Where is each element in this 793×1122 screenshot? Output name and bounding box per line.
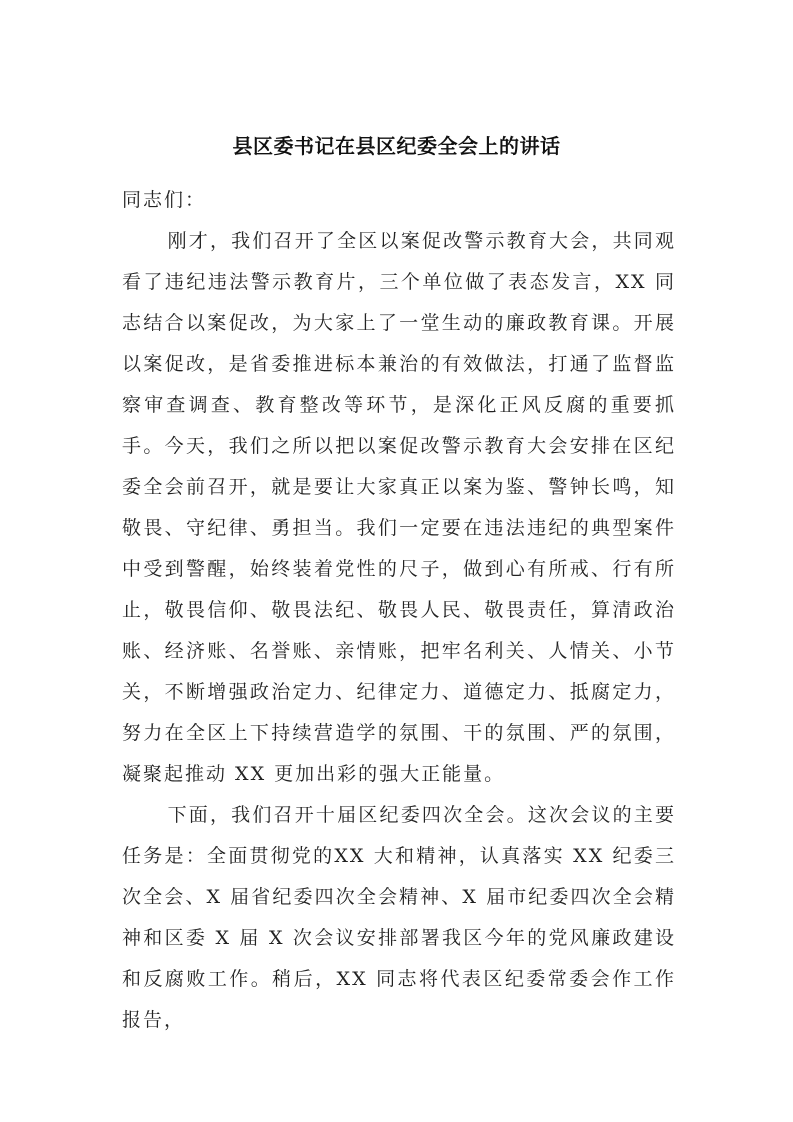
- paragraph-2: 下面，我们召开十届区纪委四次全会。这次会议的主要任务是：全面贯彻党的XX 大和精神，认真落实 XX 纪委三次全会、X 届省纪委四次全会精神、X 届市纪委四次全会精神和区委 X 届 X 次会议安排部署我区今年的党风廉政建设和反腐败工作。稍后，XX 同志将代表区纪委常委会作工作报告，: [122, 804, 676, 1031]
- salutation: 同志们：: [122, 189, 207, 211]
- document-title: 县区委书记在县区纪委全会上的讲话: [232, 134, 561, 158]
- paragraph-1: 刚才，我们召开了全区以案促改警示教育大会，共同观看了违纪违法警示教育片，三个单位做了表态发言，XX 同志结合以案促改，为大家上了一堂生动的廉政教育课。开展以案促改，是省委推进标本兼治的有效做法，打通了监督监察审查调查、教育整改等环节，是深化正风反腐的重要抓手。今天，我们之所以把以案促改警示教育大会安排在区纪委全会前召开，就是要让大家真正以案为鉴、警钟长鸣，知敬畏、守纪律、勇担当。我们一定要在违法违纪的典型案件中受到警醒，始终装着党性的尺子，做到心有所戒、行有所止，敬畏信仰、敬畏法纪、敬畏人民、敬畏责任，算清政治账、经济账、名誉账、亲情账，把牢名利关、人情关、小节关，不断增强政治定力、纪律定力、道德定力、抵腐定力，努力在全区上下持续营造学的氛围、干的氛围、严的氛围，凝聚起推动 XX 更加出彩的强大正能量。: [122, 230, 676, 785]
- document-body: [122, 180, 676, 1041]
